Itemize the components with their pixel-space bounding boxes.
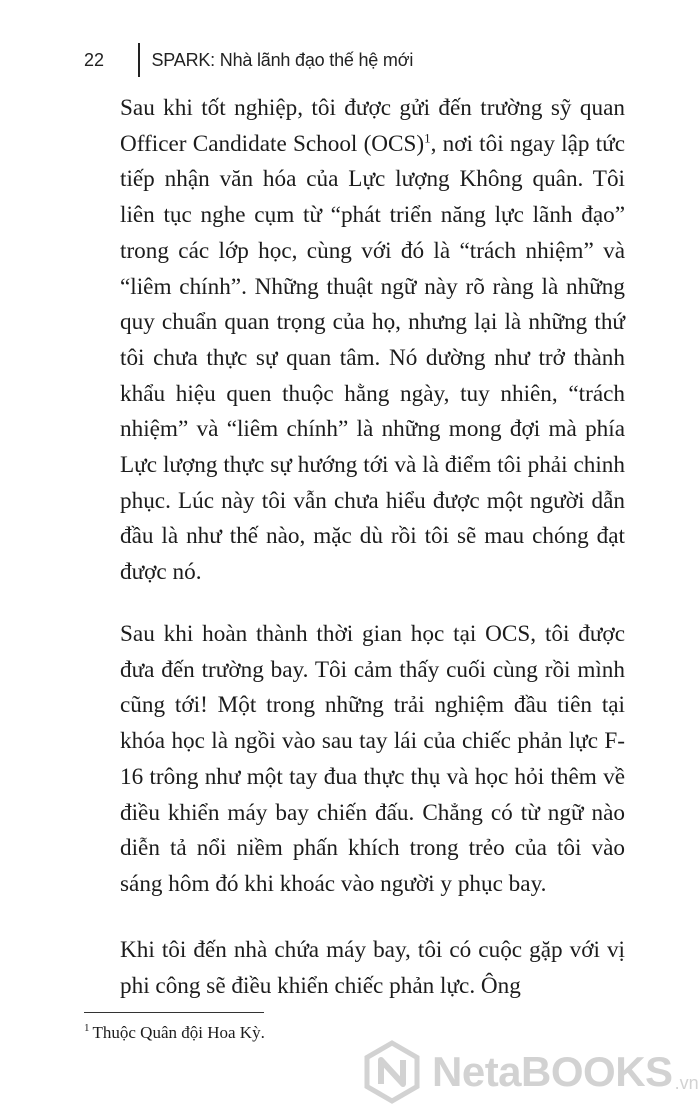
netabooks-logo-icon bbox=[360, 1040, 424, 1104]
footnote bbox=[84, 1022, 265, 1044]
footnote-rule bbox=[84, 1012, 264, 1013]
paragraph-2-text: Sau khi hoàn thành thời gian học tại OCS, tôi được đưa đến trường bay. Tôi cảm thấy cuối cùng rồi mình cũng tới! Một trong những trải nghiệm đầu tiên tại khóa học là ngồi vào sau tay lái của chiếc phản lực F-16 trông như một tay đua thực thụ và học hỏi thêm về điều khiển máy bay chiến đấu. Chẳng có từ ngữ nào diễn tả nổi niềm phấn khích trong trẻo của tôi vào sáng hôm đó khi khoác vào người y phục bay. bbox=[120, 621, 625, 897]
paragraph-1-text-b: , nơi tôi ngay lập tức tiếp nhận văn hóa của Lực lượng Không quân. Tôi liên tục nghe cụm từ “phát triển năng lực lãnh đạo” trong các lớp học, cùng với đó là “trách nhiệm” và “liêm chính”. Những thuật ngữ này rõ ràng là những quy chuẩn quan trọng của họ, nhưng lại là những thứ tôi chưa thực sự quan tâm. Nó dường như trở thành khẩu hiệu quen thuộc hằng ngày, tuy nhiên, “trách nhiệm” và “liêm chính” là những mong đợi mà phía Lực lượng thực sự hướng tới và là điểm tôi phải chinh phục. Lúc này tôi vẫn chưa hiểu được một người dẫn đầu là như thế nào, mặc dù rồi tôi sẽ mau chóng đạt được nó. bbox=[120, 130, 625, 586]
footnote-reference: 1 bbox=[424, 129, 431, 145]
running-header bbox=[84, 42, 413, 78]
paragraph-1-text-a: Sau khi tốt nghiệp, tôi được gửi đến trường sỹ quan Officer Candidate School (OCS) bbox=[120, 95, 625, 157]
watermark-tld: .vn bbox=[674, 1073, 699, 1093]
footnote-text: Thuộc Quân đội Hoa Kỳ. bbox=[92, 1023, 265, 1042]
watermark-brand: NetaBOOKS bbox=[432, 1048, 673, 1095]
watermark bbox=[360, 1040, 699, 1104]
book-title: SPARK: Nhà lãnh đạo thế hệ mới bbox=[151, 49, 414, 70]
paragraph-3 bbox=[120, 933, 625, 1004]
paragraph-3-text: Khi tôi đến nhà chứa máy bay, tôi có cuộc gặp với vị phi công sẽ điều khiển chiếc phản lực. Ông bbox=[120, 937, 625, 999]
footnote-mark: 1 bbox=[84, 1022, 90, 1035]
paragraph-1 bbox=[120, 91, 625, 591]
paragraph-2 bbox=[120, 617, 625, 903]
header-divider bbox=[138, 43, 140, 77]
page-number: 22 bbox=[84, 49, 105, 70]
